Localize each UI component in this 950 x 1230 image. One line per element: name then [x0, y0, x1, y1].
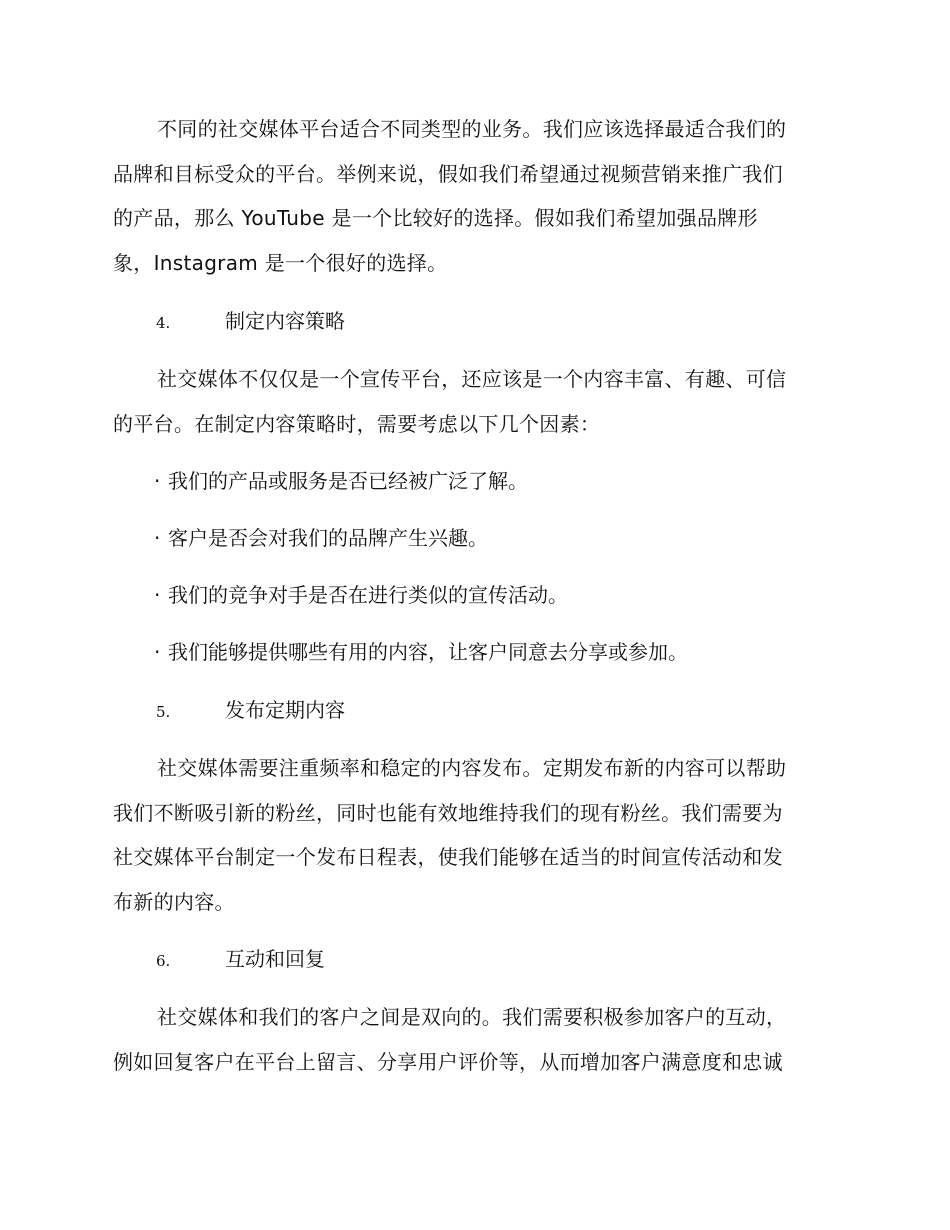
text-line: 的产品，那么 YouTube 是一个比较好的选择。假如我们希望加强品牌形: [113, 206, 758, 230]
paragraph-interaction: [113, 995, 833, 1084]
bullet-icon: ·: [154, 583, 161, 607]
section-heading-regular-content: [156, 695, 345, 725]
list-item: · 我们能够提供哪些有用的内容，让客户同意去分享或参加。: [154, 637, 688, 667]
list-item: · 我们的产品或服务是否已经被广泛了解。: [154, 466, 528, 496]
text-line: 社交媒体平台制定一个发布日程表，使我们能够在适当的时间宣传活动和发: [113, 845, 783, 869]
section-title: 互动和回复: [225, 947, 325, 971]
section-title: 制定内容策略: [225, 309, 345, 333]
section-title: 发布定期内容: [225, 698, 345, 722]
list-item: · 我们的竞争对手是否在进行类似的宣传活动。: [154, 580, 568, 610]
text-line: 社交媒体和我们的客户之间是双向的。我们需要积极参加客户的互动，: [157, 1005, 787, 1029]
text-line: 象，Instagram 是一个很好的选择。: [113, 250, 448, 275]
text-line: 社交媒体不仅仅是一个宣传平台，还应该是一个内容丰富、有趣、可信: [157, 367, 787, 391]
bullet-icon: ·: [154, 526, 161, 550]
text-line: 社交媒体需要注重频率和稳定的内容发布。定期发布新的内容可以帮助: [157, 756, 787, 780]
bullet-icon: ·: [154, 640, 161, 664]
section-heading-content-strategy: [156, 306, 345, 336]
paragraph-content-strategy: [113, 357, 833, 446]
list-item: · 客户是否会对我们的品牌产生兴趣。: [154, 523, 488, 553]
section-number: 5.: [156, 703, 171, 721]
section-number: 6.: [156, 952, 171, 970]
text-line: 我们不断吸引新的粉丝，同时也能有效地维持我们的现有粉丝。我们需要为: [113, 800, 783, 825]
section-heading-interaction: [156, 944, 325, 974]
text-line: 的平台。在制定内容策略时，需要考虑以下几个因素：: [113, 411, 601, 436]
bullet-icon: ·: [154, 469, 161, 493]
text-line: 例如回复客户在平台上留言、分享用户评价等，从而增加客户满意度和忠诚: [113, 1049, 783, 1074]
text-line: 布新的内容。: [113, 889, 235, 914]
paragraph-platform-choice: [113, 107, 833, 285]
text-line: 品牌和目标受众的平台。举例来说，假如我们希望通过视频营销来推广我们: [113, 161, 783, 186]
section-number: 4.: [156, 314, 171, 332]
text-line: 不同的社交媒体平台适合不同类型的业务。我们应该选择最适合我们的: [157, 117, 787, 141]
paragraph-regular-content: [113, 746, 833, 924]
